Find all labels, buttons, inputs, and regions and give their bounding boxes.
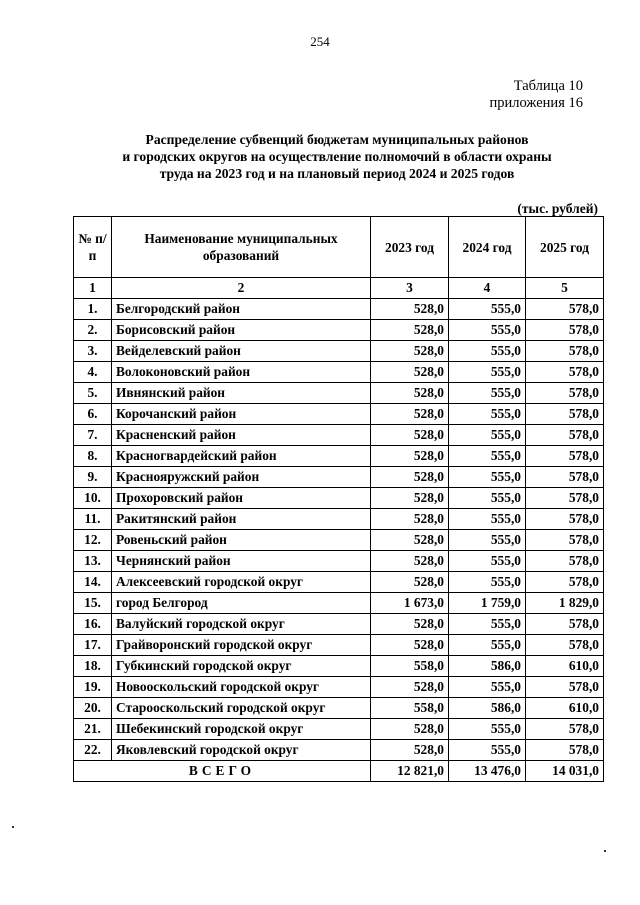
value-2024: 555,0 xyxy=(449,677,526,698)
table-row xyxy=(74,677,604,698)
row-number: 2. xyxy=(74,320,112,341)
value-2024: 555,0 xyxy=(449,509,526,530)
value-2023: 528,0 xyxy=(371,299,449,320)
value-2025: 578,0 xyxy=(526,551,604,572)
value-2024: 555,0 xyxy=(449,446,526,467)
row-number: 15. xyxy=(74,593,112,614)
table-row xyxy=(74,446,604,467)
value-2025: 578,0 xyxy=(526,299,604,320)
row-number: 20. xyxy=(74,698,112,719)
value-2023: 528,0 xyxy=(371,677,449,698)
title-line-3: труда на 2023 год и на плановый период 2024 и 2025 годов xyxy=(159,166,515,181)
municipality-name: Волоконовский район xyxy=(112,362,371,383)
value-2025: 578,0 xyxy=(526,467,604,488)
value-2024: 555,0 xyxy=(449,572,526,593)
row-number: 3. xyxy=(74,341,112,362)
value-2025: 578,0 xyxy=(526,530,604,551)
municipality-name: Губкинский городской округ xyxy=(112,656,371,677)
table-row xyxy=(74,299,604,320)
row-number: 17. xyxy=(74,635,112,656)
value-2025: 1 829,0 xyxy=(526,593,604,614)
municipality-name: Корочанский район xyxy=(112,404,371,425)
column-index: 3 xyxy=(371,278,449,299)
value-2025: 578,0 xyxy=(526,635,604,656)
value-2025: 578,0 xyxy=(526,740,604,761)
header-2024: 2024 год xyxy=(449,217,526,278)
total-row xyxy=(74,761,604,782)
header-name: Наименование муниципальных образований xyxy=(112,217,371,278)
value-2023: 528,0 xyxy=(371,425,449,446)
table-row xyxy=(74,467,604,488)
value-2024: 555,0 xyxy=(449,467,526,488)
municipality-name: Шебекинский городской округ xyxy=(112,719,371,740)
total-2023: 12 821,0 xyxy=(371,761,449,782)
value-2025: 578,0 xyxy=(526,446,604,467)
row-number: 16. xyxy=(74,614,112,635)
row-number: 11. xyxy=(74,509,112,530)
value-2024: 555,0 xyxy=(449,719,526,740)
value-2025: 610,0 xyxy=(526,698,604,719)
value-2025: 578,0 xyxy=(526,572,604,593)
table-row xyxy=(74,593,604,614)
row-number: 21. xyxy=(74,719,112,740)
value-2023: 528,0 xyxy=(371,446,449,467)
table-row xyxy=(74,572,604,593)
total-2025: 14 031,0 xyxy=(526,761,604,782)
municipality-name: Краснояружский район xyxy=(112,467,371,488)
municipality-name: Красненский район xyxy=(112,425,371,446)
municipality-name: Красногвардейский район xyxy=(112,446,371,467)
total-2024: 13 476,0 xyxy=(449,761,526,782)
table-row xyxy=(74,635,604,656)
municipality-name: Чернянский район xyxy=(112,551,371,572)
subventions-table xyxy=(73,216,604,782)
municipality-name: Новооскольский городской округ xyxy=(112,677,371,698)
value-2024: 555,0 xyxy=(449,635,526,656)
value-2025: 578,0 xyxy=(526,320,604,341)
value-2023: 558,0 xyxy=(371,656,449,677)
value-2023: 1 673,0 xyxy=(371,593,449,614)
unit-note: (тыс. рублей) xyxy=(517,201,598,216)
value-2024: 555,0 xyxy=(449,320,526,341)
value-2024: 555,0 xyxy=(449,530,526,551)
municipality-name: Ровеньский район xyxy=(112,530,371,551)
value-2023: 528,0 xyxy=(371,467,449,488)
value-2023: 528,0 xyxy=(371,572,449,593)
value-2025: 610,0 xyxy=(526,656,604,677)
row-number: 4. xyxy=(74,362,112,383)
value-2025: 578,0 xyxy=(526,488,604,509)
municipality-name: Вейделевский район xyxy=(112,341,371,362)
value-2024: 586,0 xyxy=(449,656,526,677)
municipality-name: город Белгород xyxy=(112,593,371,614)
table-row xyxy=(74,362,604,383)
value-2023: 528,0 xyxy=(371,320,449,341)
table-row xyxy=(74,383,604,404)
table-row xyxy=(74,719,604,740)
value-2024: 555,0 xyxy=(449,404,526,425)
municipality-name: Алексеевский городской округ xyxy=(112,572,371,593)
table-row xyxy=(74,341,604,362)
column-index-row xyxy=(74,278,604,299)
table-row xyxy=(74,425,604,446)
table-row xyxy=(74,404,604,425)
row-number: 22. xyxy=(74,740,112,761)
value-2025: 578,0 xyxy=(526,509,604,530)
value-2023: 528,0 xyxy=(371,614,449,635)
appendix-label: приложения 16 xyxy=(489,95,583,111)
value-2024: 1 759,0 xyxy=(449,593,526,614)
value-2023: 528,0 xyxy=(371,551,449,572)
total-label: ВСЕГО xyxy=(74,761,371,782)
table-row xyxy=(74,551,604,572)
value-2023: 528,0 xyxy=(371,509,449,530)
value-2023: 528,0 xyxy=(371,635,449,656)
value-2024: 555,0 xyxy=(449,341,526,362)
column-index: 1 xyxy=(74,278,112,299)
value-2024: 555,0 xyxy=(449,614,526,635)
table-row xyxy=(74,740,604,761)
value-2025: 578,0 xyxy=(526,614,604,635)
row-number: 1. xyxy=(74,299,112,320)
row-number: 19. xyxy=(74,677,112,698)
column-index: 2 xyxy=(112,278,371,299)
row-number: 14. xyxy=(74,572,112,593)
row-number: 5. xyxy=(74,383,112,404)
row-number: 13. xyxy=(74,551,112,572)
row-number: 12. xyxy=(74,530,112,551)
municipality-name: Валуйский городской округ xyxy=(112,614,371,635)
value-2023: 528,0 xyxy=(371,740,449,761)
municipality-name: Прохоровский район xyxy=(112,488,371,509)
municipality-name: Белгородский район xyxy=(112,299,371,320)
value-2023: 528,0 xyxy=(371,362,449,383)
title-line-2: и городских округов на осуществление полномочий в области охраны xyxy=(122,149,552,164)
value-2024: 555,0 xyxy=(449,425,526,446)
table-row xyxy=(74,656,604,677)
value-2023: 528,0 xyxy=(371,383,449,404)
municipality-name: Яковлевский городской округ xyxy=(112,740,371,761)
table-row xyxy=(74,320,604,341)
document-title xyxy=(70,131,604,182)
value-2023: 528,0 xyxy=(371,719,449,740)
title-line-1: Распределение субвенций бюджетам муниципальных районов xyxy=(145,132,529,147)
value-2023: 528,0 xyxy=(371,530,449,551)
scan-speck xyxy=(12,826,14,828)
municipality-name: Грайворонский городской округ xyxy=(112,635,371,656)
row-number: 18. xyxy=(74,656,112,677)
row-number: 7. xyxy=(74,425,112,446)
value-2023: 528,0 xyxy=(371,488,449,509)
value-2024: 555,0 xyxy=(449,299,526,320)
table-header-row xyxy=(74,217,604,278)
value-2024: 555,0 xyxy=(449,488,526,509)
value-2025: 578,0 xyxy=(526,383,604,404)
header-num: № п/п xyxy=(74,217,112,278)
row-number: 8. xyxy=(74,446,112,467)
value-2025: 578,0 xyxy=(526,425,604,446)
row-number: 6. xyxy=(74,404,112,425)
column-index: 4 xyxy=(449,278,526,299)
value-2024: 555,0 xyxy=(449,362,526,383)
scan-speck xyxy=(604,850,606,852)
value-2024: 555,0 xyxy=(449,383,526,404)
value-2024: 555,0 xyxy=(449,551,526,572)
value-2025: 578,0 xyxy=(526,362,604,383)
value-2024: 586,0 xyxy=(449,698,526,719)
header-2023: 2023 год xyxy=(371,217,449,278)
value-2023: 558,0 xyxy=(371,698,449,719)
table-row xyxy=(74,488,604,509)
row-number: 10. xyxy=(74,488,112,509)
value-2024: 555,0 xyxy=(449,740,526,761)
value-2025: 578,0 xyxy=(526,677,604,698)
municipality-name: Ивнянский район xyxy=(112,383,371,404)
column-index: 5 xyxy=(526,278,604,299)
value-2023: 528,0 xyxy=(371,404,449,425)
municipality-name: Борисовский район xyxy=(112,320,371,341)
table-row xyxy=(74,509,604,530)
row-number: 9. xyxy=(74,467,112,488)
municipality-name: Ракитянский район xyxy=(112,509,371,530)
value-2025: 578,0 xyxy=(526,719,604,740)
municipality-name: Старооскольский городской округ xyxy=(112,698,371,719)
table-row xyxy=(74,698,604,719)
table-reference xyxy=(490,78,583,112)
value-2023: 528,0 xyxy=(371,341,449,362)
table-row xyxy=(74,614,604,635)
table-row xyxy=(74,530,604,551)
value-2025: 578,0 xyxy=(526,341,604,362)
header-2025: 2025 год xyxy=(526,217,604,278)
value-2025: 578,0 xyxy=(526,404,604,425)
table-label: Таблица 10 xyxy=(513,78,583,94)
page-number: 254 xyxy=(310,34,330,49)
